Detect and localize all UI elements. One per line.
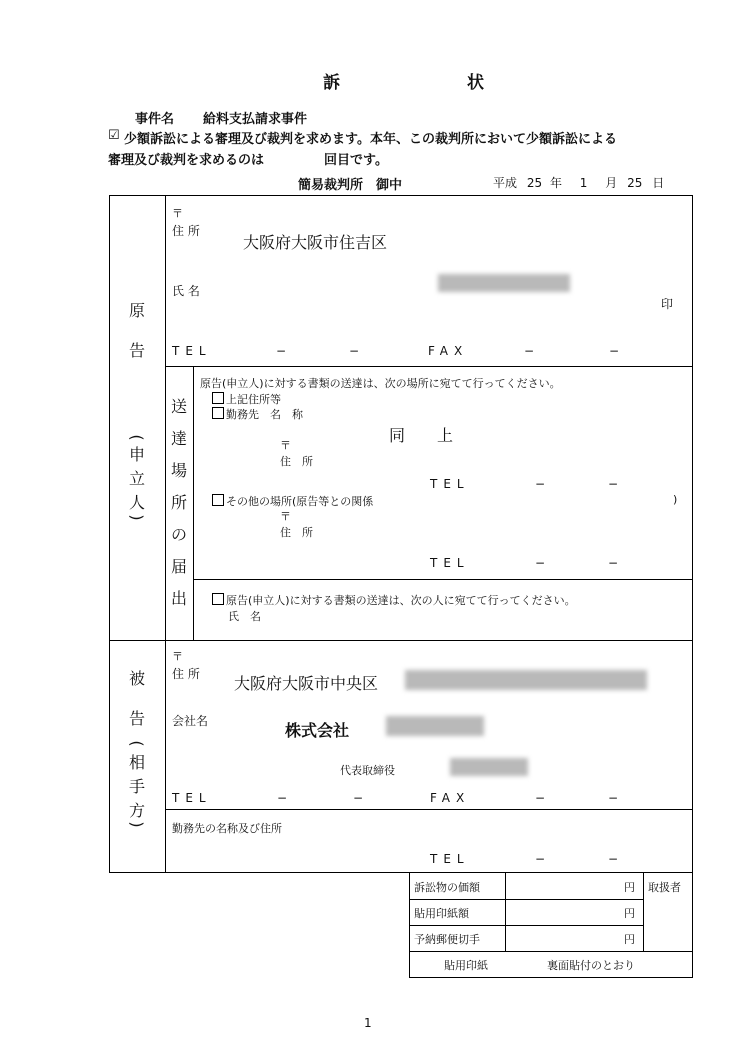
defendant-fax-dash-2: − [608, 791, 619, 805]
fee-row-label: 訴訟物の価額 [414, 881, 480, 894]
service-option-above[interactable] [212, 391, 281, 407]
plaintiff-address: 大阪府大阪市住吉区 [243, 233, 388, 252]
checkbox-work[interactable] [212, 407, 224, 419]
defendant-tel-label: TEL [172, 791, 212, 805]
case-name-value: 給料支払請求事件 [203, 112, 308, 127]
service-option-other-label: その他の場所(原告等との関係 [226, 495, 374, 508]
fee-row-unit: 円 [624, 933, 635, 946]
service-side-char-6: 届 [170, 557, 187, 576]
service-option-other[interactable] [212, 493, 373, 509]
defendant-sub-char-2: 相 [128, 753, 145, 772]
service-side-char-5: の [170, 525, 187, 544]
service-option-work-label: 勤務先 名 称 [226, 408, 303, 421]
service-person-option[interactable] [212, 592, 576, 608]
defendant-work-tel-dash-1: − [535, 852, 546, 866]
service-work-tel-dash-2: − [608, 477, 619, 491]
fee-row-unit: 円 [624, 881, 635, 894]
defendant-rep-label: 代表取締役 [340, 764, 395, 777]
defendant-sub-char-1: ( [127, 740, 147, 747]
defendant-tel-dash-1: − [277, 791, 288, 805]
service-option-above-label: 上記住所等 [226, 393, 281, 406]
plaintiff-fax-dash-1: − [524, 344, 535, 358]
plaintiff-sub-char-1: ( [127, 434, 147, 441]
plaintiff-postal-mark: 〒 [172, 207, 183, 220]
fee-row-label: 予納郵便切手 [414, 933, 480, 946]
service-person-name-label: 氏 名 [228, 610, 261, 623]
service-intro: 原告(申立人)に対する書類の送達は、次の場所に宛てて行ってください。 [200, 377, 561, 390]
date-day-label: 日 [652, 176, 665, 190]
small-claims-checkbox[interactable]: ☑ [108, 128, 120, 143]
service-person-option-label: 原告(申立人)に対する書類の送達は、次の人に宛てて行ってください。 [226, 594, 576, 607]
fee-stamp-note: 裏面貼付のとおり [547, 959, 635, 972]
title-left: 訴 [323, 73, 340, 93]
plaintiff-address-label: 住 所 [172, 224, 200, 238]
plaintiff-name-label: 氏 名 [172, 284, 200, 298]
service-side-char-1: 送 [170, 397, 187, 416]
plaintiff-sub-char-3: 立 [128, 469, 145, 488]
plaintiff-sub-char-2: 申 [128, 445, 145, 464]
defendant-company: 株式会社 [285, 721, 350, 740]
service-side-char-7: 出 [170, 589, 187, 608]
defendant-tel-dash-2: − [353, 791, 364, 805]
plaintiff-tel-dash-2: − [349, 344, 360, 358]
service-work-tel-label: TEL [430, 477, 470, 491]
title-right: 状 [467, 73, 484, 93]
defendant-fax-dash-1: − [535, 791, 546, 805]
small-claims-line2-end: 回目です。 [324, 153, 388, 168]
service-side-char-3: 場 [170, 461, 187, 480]
service-option-work[interactable] [212, 406, 303, 422]
date-day: 25 [627, 176, 643, 190]
service-work-postal: 〒 [280, 439, 291, 452]
page-number: 1 [364, 1016, 372, 1030]
court-name: 簡易裁判所 御中 [298, 178, 403, 193]
case-name-label: 事件名 [135, 112, 175, 127]
plaintiff-name-redacted [438, 274, 570, 292]
defendant-postal-mark: 〒 [172, 650, 183, 663]
service-other-tel-dash-2: − [608, 556, 619, 570]
defendant-company-label: 会社名 [172, 714, 209, 728]
small-claims-line1: 少額訴訟による審理及び裁判を求めます。本年、この裁判所において少額訴訟による [124, 132, 617, 147]
service-work-address-label: 住 所 [280, 455, 313, 468]
defendant-work-label: 勤務先の名称及び住所 [172, 822, 282, 835]
fee-row-label: 貼用印紙額 [414, 907, 469, 920]
defendant-side-char-2: 告 [128, 709, 145, 728]
defendant-side-char-1: 被 [128, 669, 145, 688]
defendant-address-redacted [405, 670, 647, 690]
defendant-work-tel-label: TEL [430, 852, 470, 866]
plaintiff-side-char-1: 原 [128, 301, 145, 320]
filing-date [493, 174, 664, 191]
date-year-label: 年 [549, 176, 562, 190]
fee-row-unit: 円 [624, 907, 635, 920]
plaintiff-side-char-2: 告 [128, 341, 145, 360]
fee-handler-label: 取扱者 [648, 881, 681, 894]
service-side-char-2: 達 [170, 429, 187, 448]
plaintiff-sub-char-5: ) [127, 514, 147, 521]
date-month: 1 [579, 176, 588, 190]
service-side-char-4: 所 [170, 493, 187, 512]
defendant-sub-char-5: ) [127, 821, 147, 828]
service-other-postal: 〒 [280, 510, 291, 523]
checkbox-above[interactable] [212, 392, 224, 404]
defendant-rep-redacted [450, 758, 528, 776]
plaintiff-tel-dash-1: − [276, 344, 287, 358]
defendant-fax-label: FAX [430, 791, 471, 805]
service-other-paren-close: ) [673, 493, 678, 506]
date-era: 平成 [493, 176, 518, 190]
plaintiff-tel-label: TEL [172, 344, 212, 358]
plaintiff-fax-dash-2: − [609, 344, 620, 358]
defendant-address-label: 住 所 [172, 667, 200, 681]
service-other-address-label: 住 所 [280, 526, 313, 539]
defendant-company-redacted [386, 716, 484, 736]
service-other-tel-label: TEL [430, 556, 470, 570]
checkbox-other[interactable] [212, 494, 224, 506]
checkbox-person[interactable] [212, 593, 224, 605]
plaintiff-seal-mark: 印 [661, 297, 674, 311]
defendant-sub-char-3: 手 [128, 777, 145, 796]
service-work-tel-dash-1: − [535, 477, 546, 491]
date-year: 25 [526, 176, 543, 190]
plaintiff-fax-label: FAX [428, 344, 469, 358]
plaintiff-sub-char-4: 人 [128, 493, 145, 512]
date-month-label: 月 [605, 176, 618, 190]
service-same-as-above: 同 上 [389, 426, 454, 445]
defendant-work-tel-dash-2: − [608, 852, 619, 866]
service-other-tel-dash-1: − [535, 556, 546, 570]
small-claims-line2: 審理及び裁判を求めるのは [108, 153, 265, 168]
defendant-address: 大阪府大阪市中央区 [234, 674, 379, 693]
defendant-sub-char-4: 方 [128, 801, 145, 820]
fee-stamp-label: 貼用印紙 [444, 959, 488, 972]
